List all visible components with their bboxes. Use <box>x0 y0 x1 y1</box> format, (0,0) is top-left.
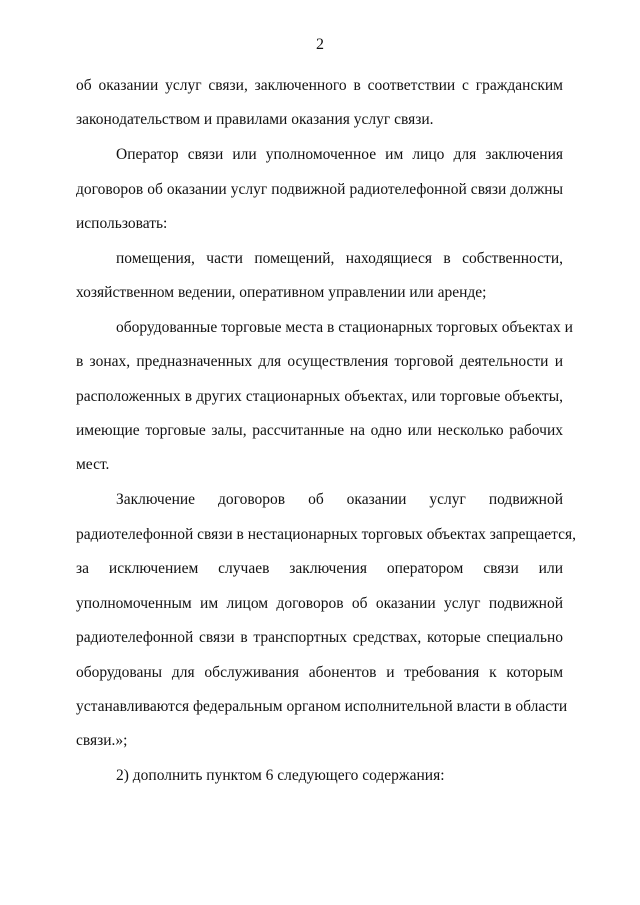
text-line: законодательством и правилами оказания услуг связи. <box>76 111 434 128</box>
text-line: имеющие торговые залы, рассчитанные на одно или несколько рабочих <box>76 422 563 439</box>
paragraph-first-line: оборудованные торговые места в стационарных торговых объектах и <box>116 319 573 336</box>
text-line: мест. <box>76 456 110 473</box>
page-number: 2 <box>316 36 324 53</box>
text-line: оборудованы для обслуживания абонентов и требования к которым <box>76 664 563 681</box>
text-line: устанавливаются федеральным органом исполнительной власти в области <box>76 698 568 715</box>
text-line: уполномоченным им лицом договоров об оказании услуг подвижной <box>76 595 563 612</box>
text-line: использовать: <box>76 215 168 232</box>
text-line: договоров об оказании услуг подвижной радиотелефонной связи должны <box>76 181 563 198</box>
paragraph-first-line: Заключение договоров об оказании услуг подвижной <box>116 491 563 508</box>
text-line: радиотелефонной связи в транспортных средствах, которые специально <box>76 629 563 646</box>
text-line: в зонах, предназначенных для осуществления торговой деятельности и <box>76 353 563 370</box>
text-line: радиотелефонной связи в нестационарных торговых объектах запрещается, <box>76 526 576 543</box>
text-line: хозяйственном ведении, оперативном управлении или аренде; <box>76 284 487 301</box>
paragraph-first-line: помещения, части помещений, находящиеся в собственности, <box>116 250 563 267</box>
paragraph-first-line: 2) дополнить пунктом 6 следующего содержания: <box>116 767 445 784</box>
text-line: расположенных в других стационарных объектах, или торговые объекты, <box>76 388 563 405</box>
paragraph-first-line: Оператор связи или уполномоченное им лицо для заключения <box>116 146 563 163</box>
text-line: об оказании услуг связи, заключенного в соответствии с гражданским <box>76 77 563 94</box>
text-line: за исключением случаев заключения оператором связи или <box>76 560 563 577</box>
text-line: связи.»; <box>76 732 128 749</box>
